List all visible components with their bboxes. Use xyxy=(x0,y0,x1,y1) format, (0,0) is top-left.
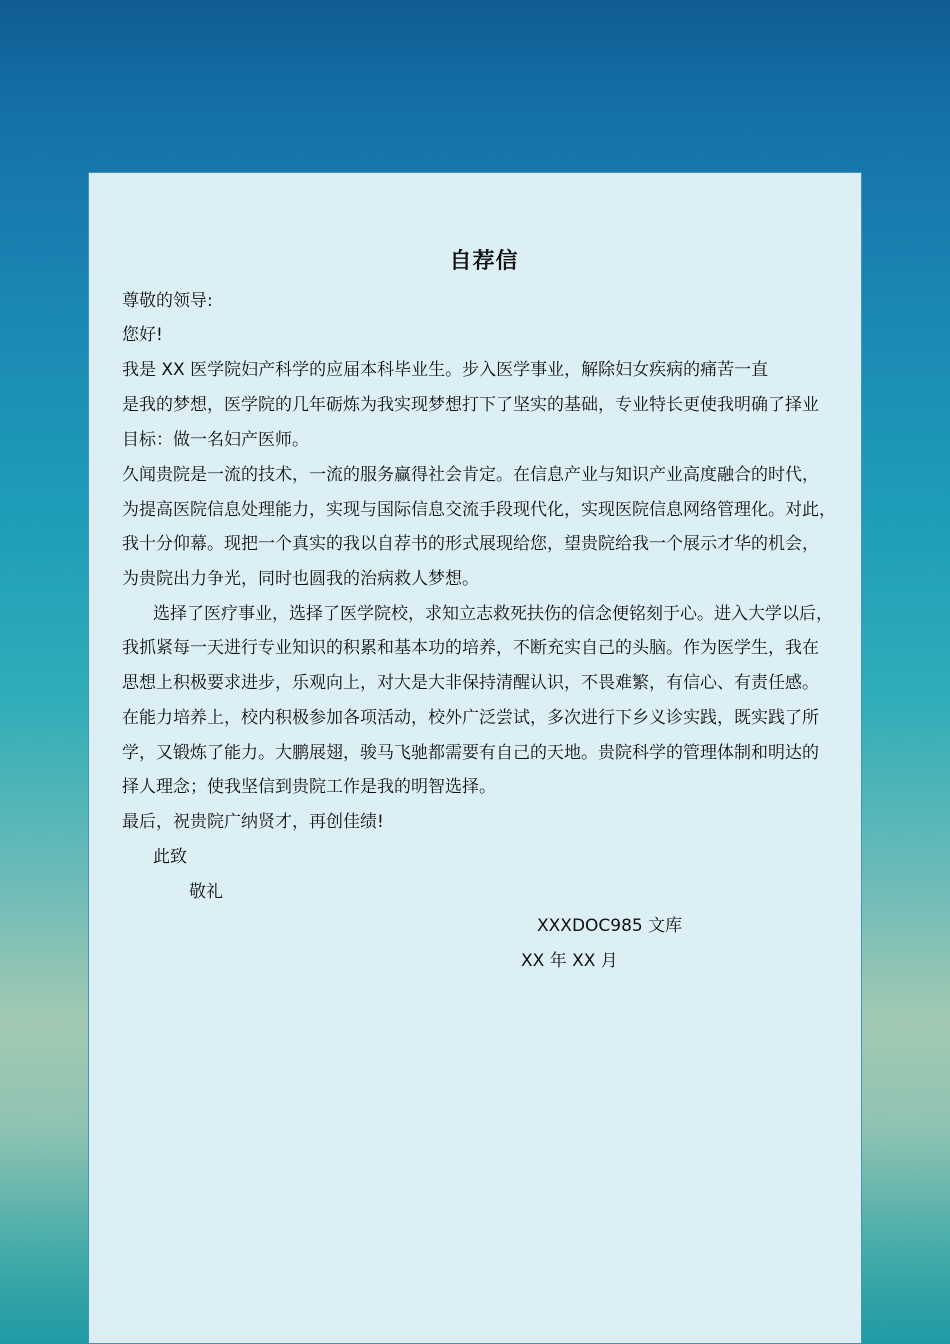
paragraph-3-line-4: 在能力培养上，校内积极参加各项活动，校外广泛尝试，多次进行下乡义诊实践，既实践了所 xyxy=(122,708,819,728)
closing-jingli: 敬礼 xyxy=(189,882,223,902)
closing-cizhi: 此致 xyxy=(153,847,187,867)
paragraph-3-line-3: 思想上积极要求进步，乐观向上，对大是大非保持清醒认识，不畏难繁，有信心、有责任感。 xyxy=(122,673,819,693)
paragraph-3-line-6: 择人理念；使我坚信到贵院工作是我的明智选择。 xyxy=(122,777,496,797)
document-title: 自荐信 xyxy=(449,249,519,274)
paragraph-1-line-2: 是我的梦想，医学院的几年砺炼为我实现梦想打下了坚实的基础，专业特长更使我明确了择业 xyxy=(122,395,819,415)
paragraph-1-line-3: 目标：做一名妇产医师。 xyxy=(122,430,309,450)
paragraph-1-line-1: 我是 XX 医学院妇产科学的应届本科毕业生。步入医学事业，解除妇女疾病的痛苦一直 xyxy=(122,360,769,380)
paragraph-2-line-1: 久闻贵院是一流的技术，一流的服务赢得社会肯定。在信息产业与知识产业高度融合的时代， xyxy=(122,465,819,485)
paragraph-3-line-1: 选择了医疗事业，选择了医学院校，求知立志救死扶伤的信念便铭刻于心。进入大学以后， xyxy=(153,604,833,624)
paragraph-2-line-2: 为提高医院信息处理能力，实现与国际信息交流手段现代化，实现医院信息网络管理化。对此， xyxy=(122,500,836,520)
paragraph-3-line-2: 我抓紧每一天进行专业知识的积累和基本功的培养，不断充实自己的头脑。作为医学生，我在 xyxy=(122,638,819,658)
greeting: 您好! xyxy=(122,325,163,345)
salutation: 尊敬的领导: xyxy=(122,291,213,311)
signer: XXXDOC985 文库 xyxy=(537,916,683,936)
closing-wish: 最后，祝贵院广纳贤才，再创佳绩! xyxy=(122,812,384,832)
paragraph-2-line-3: 我十分仰幕。现把一个真实的我以自荐书的形式展现给您，望贵院给我一个展示才华的机会， xyxy=(122,534,819,554)
paragraph-3-line-5: 学，又锻炼了能力。大鹏展翅，骏马飞驰都需要有自己的天地。贵院科学的管理体制和明达的 xyxy=(122,743,819,763)
date: XX 年 XX 月 xyxy=(521,951,618,971)
paragraph-2-line-4: 为贵院出力争光，同时也圆我的治病救人梦想。 xyxy=(122,569,479,589)
